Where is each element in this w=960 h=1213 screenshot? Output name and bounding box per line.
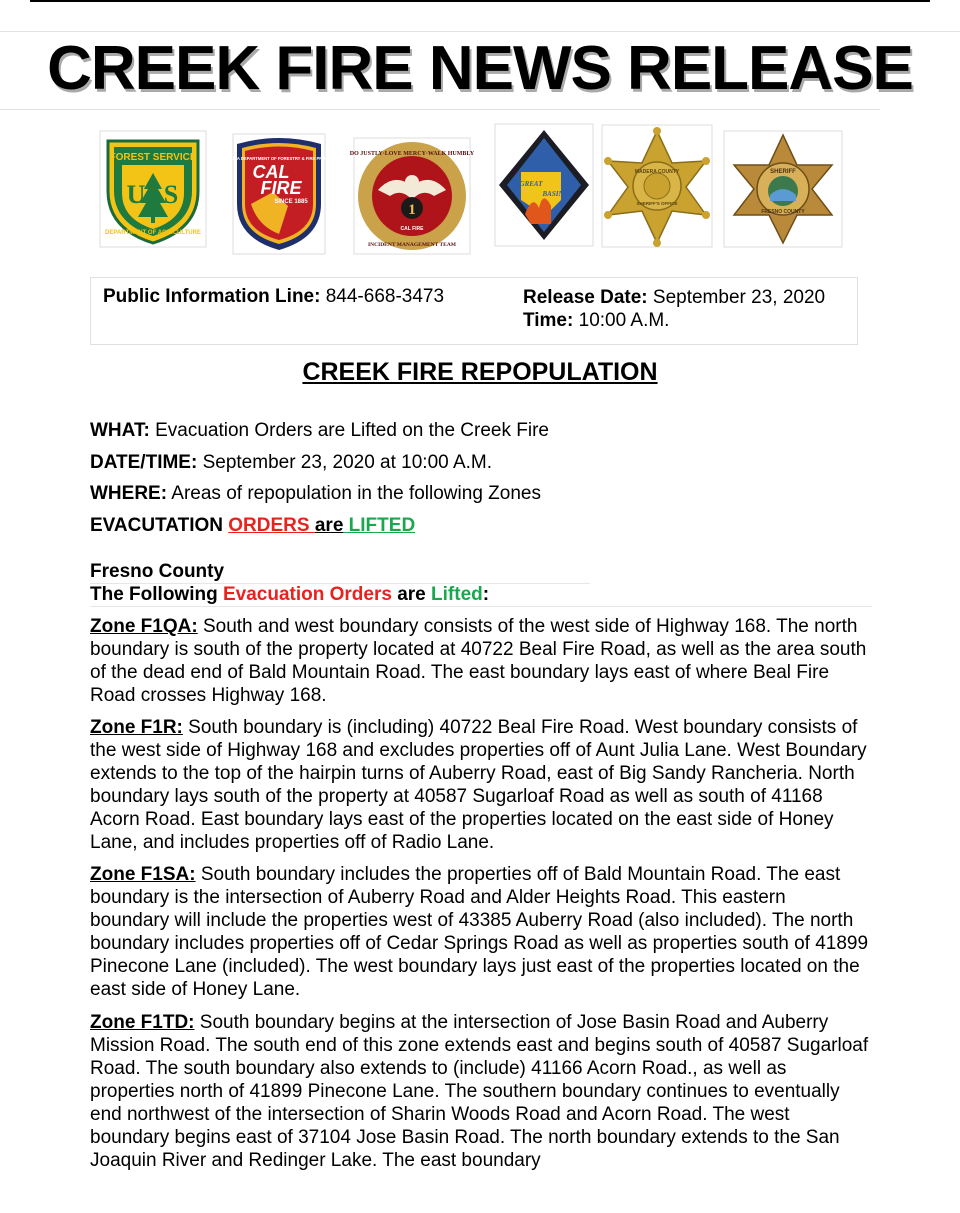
- pil-label: Public Information Line:: [103, 286, 321, 307]
- public-information-line: [103, 286, 444, 308]
- cal-fire-logo: [214, 134, 344, 254]
- colon-text: :: [482, 584, 490, 605]
- top-rule: [30, 0, 930, 2]
- zone-f1sa: [90, 863, 870, 1001]
- date-time-line: [90, 452, 492, 474]
- evacuation-status-line: [90, 515, 415, 537]
- are-text: are: [391, 584, 432, 605]
- cal-fire-imt1-logo-text-2: INCIDENT MANAGEMENT TEAM: [367, 242, 457, 248]
- date-time-value: September 23, 2020 at 10:00 A.M.: [197, 452, 493, 473]
- zone-f1td: [90, 1011, 870, 1172]
- release-time: [523, 309, 825, 332]
- lifted-text: LIFTED: [343, 515, 416, 536]
- release-date-label: Release Date:: [523, 287, 648, 308]
- zone-description: South and west boundary consists of the west side of Highway 168. The north boundary is south of the property located at 40722 Beal Fire Road, as well as the area south of the dead end of Bald Mountain Road. The east boundary lays east of where Beal Fire Road crosses Highway 168.: [90, 616, 867, 706]
- following-text: The Following: [90, 584, 223, 605]
- release-time-label: Time:: [523, 310, 574, 331]
- county-subheading: [90, 584, 489, 606]
- what-label: WHAT:: [90, 420, 150, 441]
- cal-fire-imt1-logo-text-4: CAL FIRE: [400, 226, 424, 232]
- county-name: Fresno County: [90, 561, 225, 582]
- zone-label: Zone F1SA:: [90, 864, 196, 885]
- header-divider-top: [0, 31, 960, 32]
- great-basin-logo: [495, 124, 593, 246]
- forest-service-logo-text-4: DEPARTMENT OF AGRICULTURE: [105, 230, 201, 236]
- fresno-sheriff-logo: [724, 131, 842, 247]
- zone-description: South boundary includes the properties off of Bald Mountain Road. The east boundary is the intersection of Auberry Road and Alder Heights Road. This eastern boundary will include the properties west of 43385 Auberry Road (also included). The north boundary includes properties off of Cedar Springs Road as well as properties south of 41899 Pinecone Lane (included). The west boundary lays just east of the properties located on the east side of Honey Lane.: [90, 864, 869, 1000]
- zone-label: Zone F1R:: [90, 717, 183, 738]
- cal-fire-imt1-logo-text-3: 1: [408, 202, 416, 218]
- zone-label: Zone F1TD:: [90, 1012, 195, 1033]
- cal-fire-imt1-logo-text-1: DO JUSTLY·LOVE MERCY·WALK HUMBLY: [349, 151, 475, 157]
- great-basin-logo-text-1: GREAT: [519, 180, 543, 188]
- pil-phone: 844-668-3473: [320, 286, 445, 307]
- evacuation-label: EVACUTATION: [90, 515, 229, 536]
- divider: [90, 606, 872, 607]
- what-value: Evacuation Orders are Lifted on the Creek Fire: [149, 420, 549, 441]
- great-basin-logo-text-2: BASIN: [542, 190, 564, 198]
- release-date-value: September 23, 2020: [647, 287, 826, 308]
- release-time-value: 10:00 A.M.: [573, 310, 670, 331]
- zone-description: South boundary is (including) 40722 Beal Fire Road. West boundary consists of the west side of Highway 168 and excludes properties off of Aunt Julia Lane. West Boundary extends to the top of the hairpin turns of Auberry Road, east of Big Sandy Rancheria. North boundary lays south of the property at 40587 Sugarloaf Road as well as south of 41168 Acorn Road. East boundary lays east of the properties located on the east side of Honey Lane, and includes properties off of Radio Lane.: [90, 717, 867, 853]
- forest-service-logo-text-2: U: [126, 180, 146, 209]
- madera-sheriff-logo-text-2: SHERIFF'S OFFICE: [636, 201, 678, 206]
- release-title: CREEK FIRE REPOPULATION: [302, 358, 658, 386]
- where-label: WHERE:: [90, 483, 168, 504]
- orders-text: ORDERS: [228, 515, 315, 536]
- forest-service-logo: [100, 131, 206, 247]
- headline: CREEK FIRE NEWS RELEASE: [47, 34, 913, 103]
- cal-fire-logo-text-2: CAL: [252, 162, 290, 182]
- evacuation-orders-text: Evacuation Orders: [222, 584, 392, 605]
- date-time-label: DATE/TIME:: [90, 452, 198, 473]
- header-divider-bottom: [0, 109, 880, 110]
- zone-label: Zone F1QA:: [90, 616, 198, 637]
- where-line: [90, 483, 541, 505]
- cal-fire-logo-text-4: SINCE 1885: [274, 199, 308, 205]
- release-date: [523, 286, 825, 309]
- zone-f1r: [90, 716, 870, 854]
- fresno-sheriff-logo-text-1: SHERIFF: [770, 169, 796, 175]
- release-info: [523, 286, 825, 332]
- are-text: are: [314, 515, 344, 536]
- zone-description: South boundary begins at the intersection of Jose Basin Road and Auberry Mission Road. The south end of this zone extends east and begins south of 40587 Sugarloaf Road. The south boundary also extends to (include) 41166 Acorn Road., as well as properties north of 41899 Pinecone Lane. The southern boundary continues to eventually end northwest of the intersection of Sharin Woods Road and Acorn Road. The west boundary begins east of 37104 Jose Basin Road. The north boundary extends to the San Joaquin River and Redinger Lake. The east boundary: [90, 1012, 869, 1171]
- where-value: Areas of repopulation in the following Zones: [167, 483, 541, 504]
- what-line: [90, 420, 549, 442]
- forest-service-logo-text-1: FOREST SERVICE: [109, 152, 197, 163]
- madera-sheriff-logo-text-1: MADERA COUNTY: [634, 169, 680, 175]
- cal-fire-logo-text-1: CALIFORNIA DEPARTMENT OF FORESTRY & FIRE PROTECTION: [214, 156, 344, 161]
- lifted-text: Lifted: [431, 584, 483, 605]
- zone-f1qa: [90, 615, 870, 707]
- madera-sheriff-logo: [602, 125, 712, 247]
- fresno-sheriff-logo-text-2: FRESNO COUNTY: [761, 209, 805, 215]
- cal-fire-imt1-logo: [349, 138, 475, 254]
- contact-info-box: [90, 277, 858, 345]
- forest-service-logo-text-3: S: [163, 180, 179, 209]
- cal-fire-logo-text-3: FIRE: [260, 178, 302, 198]
